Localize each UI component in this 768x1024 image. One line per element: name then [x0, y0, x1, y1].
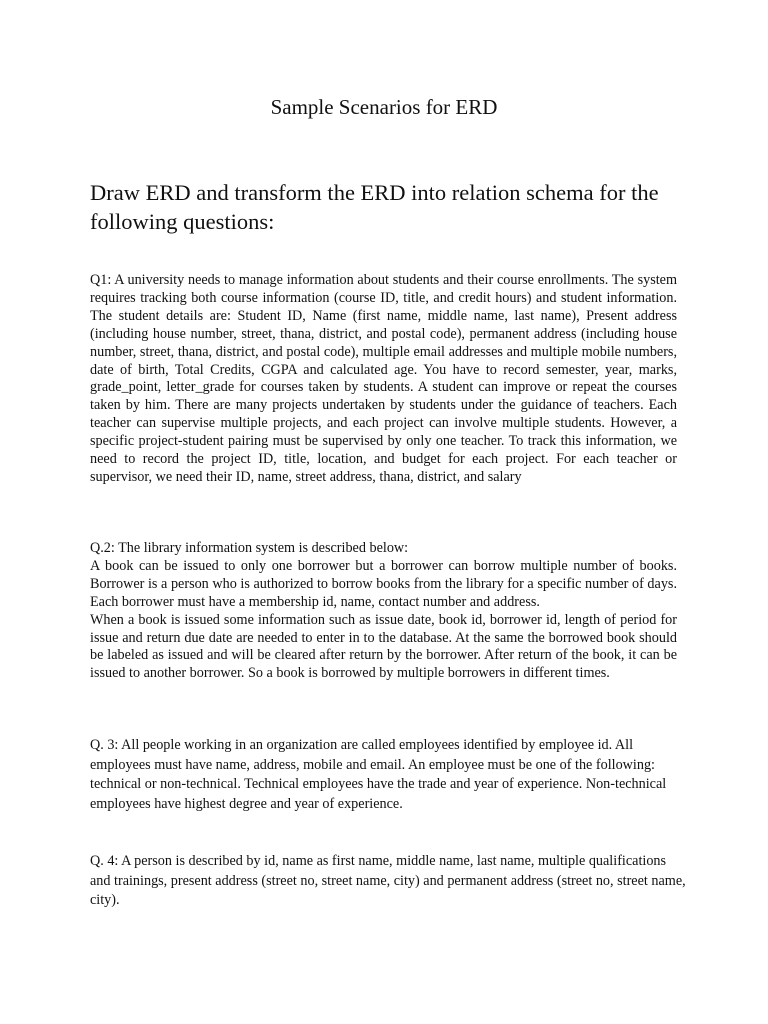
question-1 [90, 272, 677, 487]
question-3-text: Q. 3: All people working in an organization are called employees identified by employee id. All employees must have name, address, mobile and email. An employee must be one of the following: technical or non-technical. Technical employees have the trade and year of experience. Non-technical employees have highest degree and year of experience. [90, 737, 667, 812]
question-1-text: Q1: A university needs to manage information about students and their course enrollments. The system requires tracking both course information (course ID, title, and credit hours) and student information. The student details are: Student ID, Name (first name, middle name, last name), Present address (including house number, street, thana, district, and postal code), permanent address (including house number, street, thana, district, and postal code), multiple email addresses and multiple mobile numbers, date of birth, Total Credits, CGPA and calculated age. You have to record semester, year, marks, grade_point, letter_grade for courses taken by students. A student can improve or repeat the courses taken by him. There are many projects undertaken by students under the guidance of teachers. Each teacher can supervise multiple projects, and each project can involve multiple students. However, a specific project-student pairing must be supervised by only one teacher. To track this information, we need to record the project ID, title, location, and budget for each project. For each teacher or supervisor, we need their ID, name, street address, thana, district, and salary [90, 272, 677, 485]
document-title: Sample Scenarios for ERD [270, 95, 498, 119]
question-4 [90, 852, 690, 911]
question-2-paragraph-2: When a book is issued some information such as issue date, book id, borrower id, length of period for issue and return due date are needed to enter in to the database. At the same the borrowed book should be labeled as issued and will be cleared after return by the borrower. After return of the book, it can be issued to another borrower. So a book is borrowed by multiple borrowers in different times. [90, 611, 677, 682]
question-2-intro: Q.2: The library information system is described below: [90, 540, 409, 556]
question-3 [90, 736, 690, 814]
question-4-text: Q. 4: A person is described by id, name as first name, middle name, last name, multiple qualifications and trainings, present address (street no, street name, city) and permanent address (street no, street name, city). [90, 853, 686, 909]
instructions-heading: Draw ERD and transform the ERD into relation schema for the following questions: [90, 180, 659, 234]
question-2 [90, 540, 677, 683]
question-2-paragraph-1: A book can be issued to only one borrower but a borrower can borrow multiple number of books. Borrower is a person who is authorized to borrow books from the library for a specific number of days. Each borrower must have a membership id, name, contact number and address. [90, 557, 677, 610]
